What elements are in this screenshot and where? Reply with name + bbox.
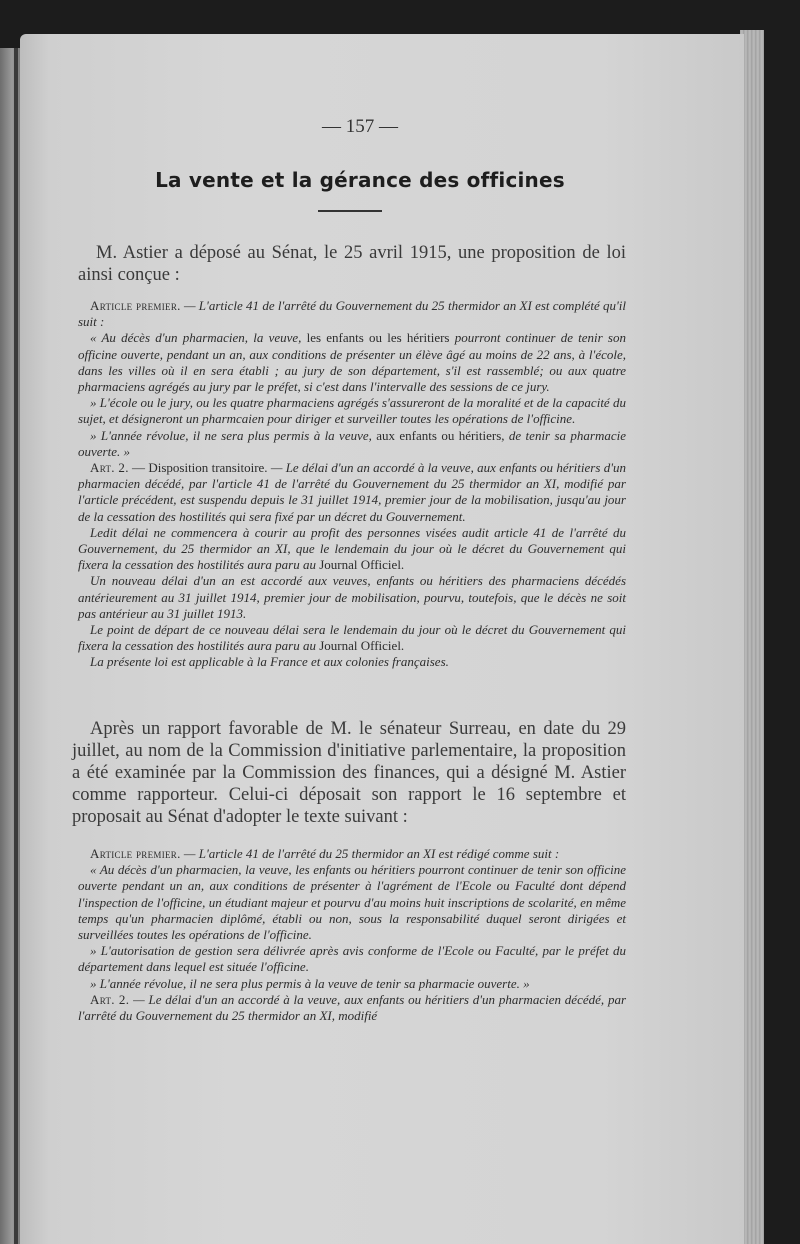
text-italic: » L'autorisation de gestion sera délivrée après avis conforme de l'Ecole ou Faculté, par le préfet du département dans lequel est située l'officine. xyxy=(78,943,626,975)
text-italic: Ledit délai ne commencera à courir au profit des personnes visées audit article 41 de l'arrêté du Gouvernement, du 25 thermidor an XI, que le lendemain du jour où le décret du Gouvernement qui fixera la cessation des hostilités aura paru au xyxy=(78,524,626,573)
proposal-article-2 xyxy=(78,460,626,525)
text-italic: » L'école ou le jury, ou les quatre pharmaciens agrégés s'assureront de la moralité et de la capacité du sujet, et désigneront un pharmcaien pour diriger et surveiller toutes les opérations de l'officine. xyxy=(78,395,626,427)
adopted-article-2 xyxy=(78,992,626,1024)
journal-name: Journal Officiel. xyxy=(319,638,405,654)
text-italic: — Le délai d'un an accordé à la veuve, aux enfants ou héritiers d'un pharmacien décédé, par l'arrêté du Gouvernement du 25 thermidor an XI, modifié xyxy=(78,991,627,1024)
article-title: — Disposition transitoire. xyxy=(128,460,268,476)
article-label: Article premier. xyxy=(90,298,181,313)
adopted-paragraph xyxy=(78,943,626,975)
adopted-paragraph xyxy=(78,862,626,943)
proposal-paragraph xyxy=(78,654,626,670)
journal-name: Journal Officiel. xyxy=(319,557,405,573)
article-lead: — L'article 41 de l'arrêté du 25 thermidor an XI est rédigé comme suit : xyxy=(180,846,560,861)
text-italic: La présente loi est applicable à la France et aux colonies françaises. xyxy=(90,654,449,670)
adopted-paragraph xyxy=(78,976,626,992)
intro-paragraph: M. Astier a déposé au Sénat, le 25 avril 1915, une proposition de loi ainsi conçue : xyxy=(78,243,626,285)
adopted-text xyxy=(78,846,626,1024)
proposal-paragraph xyxy=(78,573,626,622)
text-italic: de tenir sa pharmacie ouverte. » xyxy=(78,427,627,459)
page-number: — 157 — xyxy=(322,116,398,137)
text-italic: » L'année révolue, il ne sera plus permis à la veuve de tenir sa pharmacie ouverte. » xyxy=(90,975,530,991)
proposal-paragraph xyxy=(78,622,626,654)
text-italic: Le point de départ de ce nouveau délai sera le lendemain du jour où le décret du Gouvernement qui fixera la cessation des hostilités aura paru au xyxy=(78,622,626,654)
binding-edge xyxy=(14,48,18,1244)
proposal-paragraph xyxy=(78,395,626,427)
title-rule xyxy=(318,210,382,212)
text-italic: » L'année révolue, il ne sera plus permis à la veuve, xyxy=(90,427,377,443)
proposal-paragraph xyxy=(78,525,626,574)
proposal-article-1 xyxy=(78,298,626,330)
article-label: Art. 2. xyxy=(90,460,129,476)
text-italic: — Le délai d'un an accordé à la veuve, aux enfants ou héritiers d'un pharmacien décédé, par l'article 41 de l'arrêté du Gouvernement du 25 thermidor an XI, modifié par l'article précédent, est suspendu depuis le 31 juillet 1914, premier jour de la mobilisation, jusqu'au jour de la cessation des hostilités qui sera fixé par un décret du Gouvernement. xyxy=(78,460,626,524)
proposal-text xyxy=(78,298,626,671)
text-italic: « Au décès d'un pharmacien, la veuve, xyxy=(90,330,307,346)
article-label: Article premier. xyxy=(90,846,181,861)
text-roman: les enfants ou les héritiers xyxy=(306,330,450,346)
proposal-paragraph xyxy=(78,330,626,395)
text-italic: Un nouveau délai d'un an est accordé aux veuves, enfants ou héritiers des pharmaciens décédés antérieurement au 31 juillet 1914, premier jour de mobilisation, pourvu, toutefois, que le décès ne soit pas antérieur au 31 juillet 1913. xyxy=(78,573,626,621)
text-italic: « Au décès d'un pharmacien, la veuve, les enfants ou héritiers pourront continuer de tenir son officine ouverte pendant un an, aux conditions de présenter à l'agrément de l'Ecole ou Faculté dont dépend l'inspection de l'officine, un étudiant majeur et pourvu d'au moins huit inscriptions de scolarité, en même temps qu'un pharmacien diplômé, établi ou non, sous la responsabilité duquel seront dirigées et surveillées toutes les opérations de l'officine. xyxy=(78,862,626,943)
article-label: Art. 2. xyxy=(90,991,130,1007)
text-roman: aux enfants ou héritiers, xyxy=(376,427,505,443)
text-italic: pourront continuer de tenir son officine ouverte, pendant un an, aux conditions de présenter un élève âgé au moins de 22 ans, à l'école, dans les villes où il en sera établi ; au jury de son département, s'il est rassemblé; ou aux quatre pharmaciens agrégés au jury par le préfet, si c'est dans l'intervalle des sessions de ce jury. xyxy=(78,330,626,395)
adopted-article-1 xyxy=(78,846,626,862)
page-title: La vente et la gérance des officines xyxy=(155,168,565,192)
article-lead: — L'article 41 de l'arrêté du Gouvernement du 25 thermidor an XI est complété qu'il suit : xyxy=(78,298,626,330)
proposal-paragraph xyxy=(78,428,626,460)
report-paragraph: Après un rapport favorable de M. le sénateur Surreau, en date du 29 juillet, au nom de la Commission d'initiative parlementaire, la proposition a été examinée par la Commission des finances, qui a désigné M. Astier comme rapporteur. Celui-ci déposait son rapport le 16 septembre et proposait au Sénat d'adopter le texte suivant : xyxy=(72,719,626,827)
